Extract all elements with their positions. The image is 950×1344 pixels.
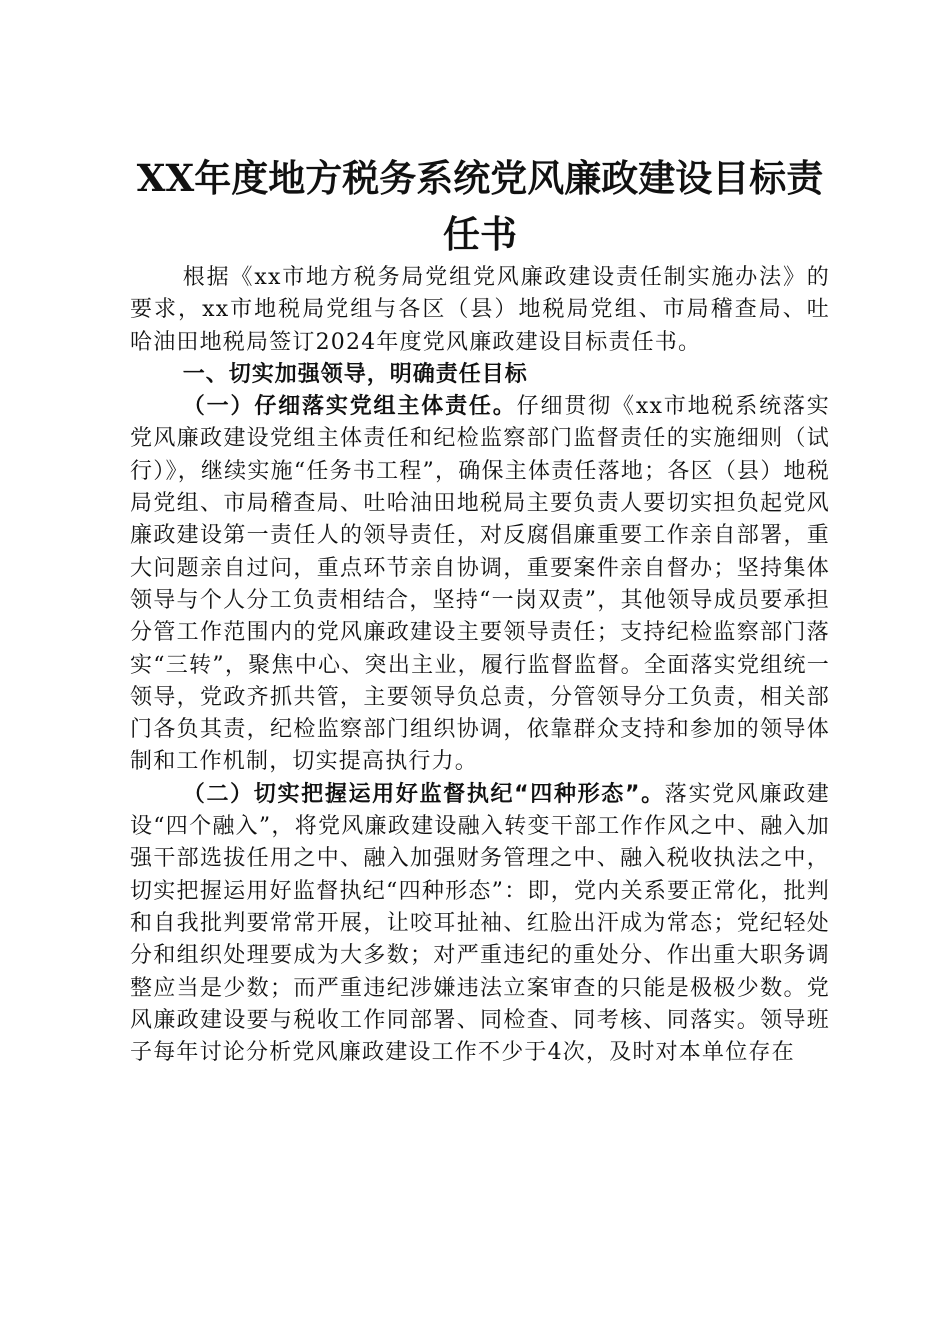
item-1-paragraph [130,391,830,779]
item-1-body: 仔细贯彻《xx市地税系统落实党风廉政建设党组主体责任和纪检监察部门监督责任的实施细则（试行）》，继续实施“任务书工程”，确保主体责任落地；各区（县）地税局党组、市局稽查局、吐哈油田地税局主要负责人要切实担负起党风廉政建设第一责任人的领导责任，对反腐倡廉重要工作亲自部署，重大问题亲自过问，重点环节亲自协调，重要案件亲自督办；坚持集体领导与个人分工负责相结合，坚持“一岗双责”，其他领导成员要承担分管工作范围内的党风廉政建设主要领导责任；支持纪检监察部门落实“三转”，聚焦中心、突出主业，履行监督监督。全面落实党组统一领导，党政齐抓共管，主要领导负总责，分管领导分工负责，相关部门各负其责，纪检监察部门组织协调，依靠群众支持和参加的领导体制和工作机制，切实提高执行力。 [130,394,830,775]
item-2-lead: （二）切实把握运用好监督执纪“四种形态”。 [182,781,665,807]
item-2-body: 落实党风廉政建设“四个融入”，将党风廉政建设融入转变干部工作作风之中、融入加强干部选拔任用之中、融入加强财务管理之中、融入税收执法之中，切实把握运用好监督执纪“四种形态”：即，党内关系要正常化，批判和自我批判要常常开展，让咬耳扯袖、红脸出汗成为常态；党纪轻处分和组织处理要成为大多数；对严重违纪的重处分、作出重大职务调整应当是少数；而严重违纪涉嫌违法立案审查的只能是极极少数。党风廉政建设要与税收工作同部署、同检查、同考核、同落实。领导班子每年讨论分析党风廉政建设工作不少于4次，及时对本单位存在 [130,781,830,1066]
intro-paragraph: 根据《xx市地方税务局党组党风廉政建设责任制实施办法》的要求，xx市地税局党组与各区（县）地税局党组、市局稽查局、吐哈油田地税局签订2024年度党风廉政建设目标责任书。 [130,265,830,355]
document-title: XX年度地方税务系统党风廉政建设目标责任书 [136,156,824,256]
document-page [130,150,830,1069]
item-2-paragraph [130,779,830,1070]
item-1-lead: （一）仔细落实党组主体责任。 [182,394,517,420]
section-heading-1: 一、切实加强领导，明确责任目标 [182,361,528,387]
